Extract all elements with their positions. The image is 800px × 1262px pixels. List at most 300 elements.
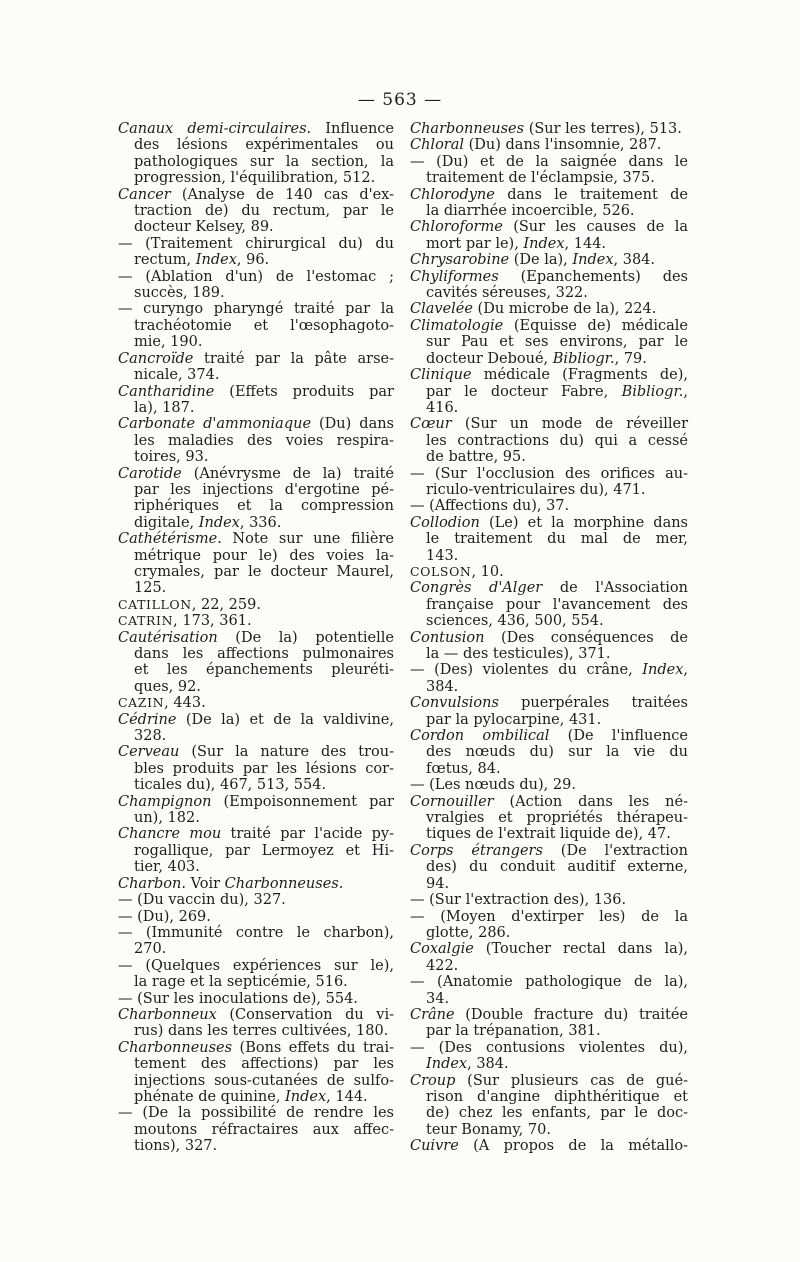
entry-line — [118, 1073, 394, 1089]
index-entry — [118, 925, 394, 958]
italic-text: Collodion — [410, 514, 480, 531]
index-entry — [118, 958, 394, 991]
italic-text: Canaux demi-circulaires. — [118, 121, 312, 137]
italic-text: Climatologie — [410, 317, 504, 334]
index-entry — [118, 892, 394, 908]
entry-text: 125. — [134, 580, 167, 597]
italic-text: Croup — [410, 1072, 456, 1089]
entry-text: , 384. — [613, 252, 656, 269]
entry-line — [410, 679, 688, 695]
entry-line — [118, 269, 394, 285]
entry-line — [118, 548, 394, 564]
entry-line — [118, 564, 394, 580]
entry-text: (De la), — [509, 252, 573, 269]
entry-line — [118, 613, 394, 629]
entry-text: (Analyse de 140 cas d'ex- — [170, 186, 394, 203]
index-entry — [118, 597, 394, 613]
entry-text: sciences, 436, 500, 554. — [426, 613, 604, 630]
entry-text: — (Du) et de la saignée dans le — [410, 153, 688, 170]
italic-text: Cerveau — [118, 744, 180, 761]
index-entry — [410, 564, 688, 580]
entry-line — [118, 236, 394, 252]
entry-line — [410, 269, 688, 285]
entry-line — [410, 1122, 688, 1138]
italic-text: Index — [198, 514, 240, 531]
index-entry — [410, 367, 688, 416]
italic-text: Chlorodyne — [410, 186, 495, 203]
entry-text: (Bons effets du trai- — [232, 1039, 394, 1056]
index-entry — [118, 794, 394, 827]
entry-line — [118, 154, 394, 170]
entry-text: , 10. — [471, 563, 504, 580]
italic-text: Corps étrangers — [410, 842, 543, 859]
index-entry — [410, 301, 688, 317]
entry-text: — (Sur l'extraction des), 136. — [410, 892, 627, 909]
italic-text: Index — [523, 235, 565, 252]
entry-text: — (Du vaccin du), 327. — [118, 892, 286, 909]
index-entry — [410, 498, 688, 514]
entry-line — [410, 203, 688, 219]
entry-line — [410, 515, 688, 531]
entry-text: (Conservation du vi- — [216, 1006, 394, 1023]
italic-text: Crâne — [410, 1006, 455, 1023]
entry-line — [118, 433, 394, 449]
italic-text: Cautérisation — [118, 629, 218, 646]
index-entry — [118, 416, 394, 465]
entry-line — [118, 695, 394, 711]
entry-line — [410, 564, 688, 580]
entry-text: les maladies des voies respira- — [134, 432, 394, 449]
entry-line — [118, 482, 394, 498]
entry-text: moutons réfractaires aux affec- — [134, 1121, 394, 1138]
entry-line — [118, 761, 394, 777]
entry-line — [410, 351, 688, 367]
entry-text: les contractions du) qui a cessé — [426, 432, 688, 449]
entry-text: dans le traitement de — [494, 186, 688, 203]
entry-text: le traitement du mal de mer, — [426, 531, 688, 548]
entry-text: (Sur un mode de réveiller — [451, 416, 688, 433]
entry-line — [410, 662, 688, 678]
entry-text: (De la) potentielle — [217, 629, 394, 646]
entry-text: française pour l'avancement des — [426, 596, 688, 613]
entry-text: 328. — [134, 728, 167, 745]
entry-text: des nœuds du) sur la vie du — [426, 744, 688, 761]
entry-text: par les injections d'ergotine pé- — [134, 481, 394, 498]
entry-line — [410, 285, 688, 301]
entry-text: un), 182. — [134, 810, 200, 827]
entry-line — [410, 892, 688, 908]
italic-text: Chloral — [410, 137, 465, 154]
entry-line — [118, 974, 394, 990]
entry-line — [118, 318, 394, 334]
entry-line — [118, 794, 394, 810]
index-entry — [410, 1073, 688, 1139]
author-name: CAZIN — [118, 695, 165, 711]
entry-line — [410, 597, 688, 613]
entry-text: mort par le), — [426, 235, 524, 252]
entry-text: teur Bonamy, 70. — [426, 1121, 551, 1138]
entry-text: tier, 403. — [134, 859, 200, 876]
entry-line — [410, 1073, 688, 1089]
entry-line — [410, 1023, 688, 1039]
entry-line — [118, 843, 394, 859]
index-entry — [410, 318, 688, 367]
entry-text: des lésions expérimentales ou — [134, 137, 394, 154]
entry-text: — (Des contusions violentes du), — [410, 1039, 688, 1056]
entry-text: (Effets produits par — [214, 383, 394, 400]
index-entry — [410, 1040, 688, 1073]
entry-line — [410, 1138, 688, 1154]
entry-text: 270. — [134, 941, 167, 958]
entry-text: (Sur la nature des trou- — [179, 744, 394, 761]
entry-line — [410, 466, 688, 482]
entry-text: la rage et la septicémie, 516. — [134, 974, 348, 991]
italic-text: Coxalgie — [410, 941, 474, 958]
entry-text: (Du microbe de la), 224. — [472, 301, 657, 318]
entry-line — [410, 384, 688, 400]
entry-line — [118, 580, 394, 596]
entry-text: , — [683, 662, 688, 679]
entry-line — [410, 531, 688, 547]
entry-text: rus) dans les terres cultivées, 180. — [134, 1023, 389, 1040]
index-entry — [118, 1105, 394, 1154]
entry-text: puerpérales traitées — [498, 695, 688, 712]
index-entry — [410, 1138, 688, 1154]
entry-text: — (Sur l'occlusion des orifices au- — [410, 465, 688, 482]
entry-line — [118, 1122, 394, 1138]
author-name: CATILLON — [118, 596, 192, 612]
entry-text: mie, 190. — [134, 334, 203, 351]
entry-line — [118, 630, 394, 646]
entry-line — [410, 761, 688, 777]
index-entry — [410, 630, 688, 663]
entry-line — [118, 712, 394, 728]
entry-line — [118, 416, 394, 432]
italic-text: Cornouiller — [410, 793, 494, 810]
entry-line — [118, 662, 394, 678]
entry-text: 416. — [426, 399, 459, 416]
index-entry — [410, 137, 688, 153]
right-column — [410, 121, 688, 1155]
entry-text: — (Traitement chirurgical du) du — [118, 235, 394, 252]
entry-text: de l'Association — [542, 580, 688, 597]
index-entry — [118, 695, 394, 711]
entry-text: rectum, — [134, 252, 196, 269]
index-entry — [410, 580, 688, 629]
entry-line — [410, 498, 688, 514]
italic-text: Cuivre — [410, 1138, 459, 1155]
entry-text: (Du) dans l'insomnie, 287. — [464, 137, 662, 154]
entry-text: — (Des) violentes du crâne, — [410, 662, 643, 679]
entry-line — [118, 203, 394, 219]
index-entry — [410, 219, 688, 252]
entry-line — [410, 974, 688, 990]
index-entry — [118, 351, 394, 384]
entry-text: — (Affections du), 37. — [410, 498, 570, 515]
entry-line — [410, 301, 688, 317]
index-entry — [118, 236, 394, 269]
entry-line — [410, 777, 688, 793]
entry-line — [118, 777, 394, 793]
italic-text: Cordon ombilical — [410, 728, 550, 745]
index-entry — [118, 1007, 394, 1040]
entry-text: médicale (Fragments de), — [471, 367, 688, 384]
entry-text: bles produits par les lésions cor- — [134, 760, 394, 777]
entry-text: tions), 327. — [134, 1138, 218, 1155]
entry-line — [410, 630, 688, 646]
entry-text: progression, l'équilibration, 512. — [134, 170, 376, 187]
index-entry — [118, 876, 394, 892]
italic-text: Index — [572, 252, 614, 269]
entry-text: , — [683, 383, 688, 400]
index-entry — [410, 941, 688, 974]
entry-text: , 336. — [239, 514, 282, 531]
entry-line — [410, 236, 688, 252]
index-entry — [410, 121, 688, 137]
entry-text: dans les affections pulmonaires — [134, 646, 394, 662]
entry-line — [118, 400, 394, 416]
entry-line — [410, 843, 688, 859]
entry-text: métrique pour le) des voies la- — [134, 547, 394, 564]
italic-text: Charbon. — [118, 875, 186, 892]
entry-line — [410, 744, 688, 760]
entry-line — [410, 548, 688, 564]
entry-line — [118, 1089, 394, 1105]
entry-text: crymales, par le docteur Maurel, — [134, 563, 394, 580]
index-entry — [118, 384, 394, 417]
entry-text: (Du) dans — [311, 416, 394, 433]
entry-line — [410, 794, 688, 810]
entry-text: et les épanchements pleuréti- — [134, 662, 394, 679]
entry-text: , 443. — [164, 695, 206, 712]
entry-text: Influence — [311, 121, 394, 137]
italic-text: Chyliformes — [410, 268, 499, 285]
index-entry — [118, 991, 394, 1007]
entry-text: par la pylocarpine, 431. — [426, 711, 602, 728]
index-entry — [118, 909, 394, 925]
italic-text: Contusion — [410, 629, 485, 646]
index-entry — [410, 466, 688, 499]
entry-line — [410, 728, 688, 744]
entry-text: tement des affections) par les — [134, 1056, 394, 1073]
index-entry — [118, 466, 394, 532]
index-entry — [410, 695, 688, 728]
entry-line — [410, 252, 688, 268]
entry-line — [410, 400, 688, 416]
index-entry — [410, 154, 688, 187]
italic-text: Cédrine — [118, 711, 177, 728]
entry-text: , 96. — [236, 252, 270, 269]
entry-line — [410, 810, 688, 826]
entry-text: (Sur plusieurs cas de gué- — [455, 1072, 688, 1089]
entry-text: , 384. — [467, 1056, 509, 1073]
index-entry — [118, 712, 394, 745]
entry-line — [118, 991, 394, 1007]
entry-text: 422. — [426, 957, 459, 974]
entry-text: , 22, 259. — [191, 596, 261, 613]
entry-line — [410, 1040, 688, 1056]
italic-text: Index — [285, 1088, 327, 1105]
entry-line — [118, 301, 394, 317]
entry-text: (Sur les terres), 513. — [524, 121, 682, 137]
entry-line — [410, 646, 688, 662]
entry-line — [118, 1138, 394, 1154]
italic-text: Congrès d'Alger — [410, 580, 543, 597]
index-entry — [410, 843, 688, 892]
left-column — [118, 121, 394, 1155]
index-entry — [410, 662, 688, 695]
index-entry — [410, 728, 688, 777]
index-entry — [410, 187, 688, 220]
entry-text: — (Anatomie pathologique de la), — [410, 974, 688, 991]
entry-text: , 79. — [614, 350, 647, 367]
entry-text: 143. — [426, 547, 459, 564]
entry-line — [410, 137, 688, 153]
index-entry — [118, 269, 394, 302]
entry-line — [118, 859, 394, 875]
entry-text: la), 187. — [134, 399, 195, 416]
italic-text: Charbonneux — [118, 1006, 217, 1023]
entry-text: (Toucher rectal dans la), — [473, 941, 688, 958]
index-entry — [118, 613, 394, 629]
entry-line — [410, 909, 688, 925]
entry-line — [118, 646, 394, 662]
italic-text: Bibliogr. — [621, 383, 684, 400]
entry-line — [118, 219, 394, 235]
entry-text: sur Pau et ses environs, par le — [426, 334, 688, 351]
index-entry — [118, 826, 394, 875]
entry-text: des) du conduit auditif externe, — [426, 859, 688, 876]
italic-text: Cathétérisme. — [118, 531, 222, 548]
entry-text: docteur Deboué, — [426, 350, 553, 367]
entry-text: rison d'angine diphthéritique et — [426, 1088, 688, 1105]
entry-text: — (Immunité contre le charbon), — [118, 924, 394, 941]
entry-text: injections sous-cutanées de sulfo- — [134, 1072, 394, 1089]
entry-line — [118, 384, 394, 400]
entry-text: riphériques et la compression — [134, 498, 394, 515]
index-entry — [410, 794, 688, 843]
entry-line — [410, 876, 688, 892]
italic-text: Index — [426, 1056, 468, 1073]
italic-text: Cantharidine — [118, 383, 215, 400]
italic-text: Clinique — [410, 367, 472, 384]
entry-text: pathologiques sur la section, la — [134, 153, 394, 170]
entry-line — [410, 170, 688, 186]
index-entry — [118, 744, 394, 793]
entry-line — [118, 728, 394, 744]
entry-line — [118, 252, 394, 268]
entry-line — [118, 958, 394, 974]
entry-text: (Epanchements) des — [498, 268, 688, 285]
entry-text: (Sur les causes de la — [502, 219, 688, 236]
italic-text: Charbonneuses — [118, 1039, 233, 1056]
entry-text: par la trépanation, 381. — [426, 1023, 601, 1040]
entry-text: — curyngo pharyngé traité par la — [118, 301, 394, 318]
italic-text: Index — [642, 662, 684, 679]
italic-text: Cancer — [118, 186, 171, 203]
entry-line — [118, 1040, 394, 1056]
entry-text: Note sur une filière — [221, 531, 394, 548]
entry-text: (De l'extraction — [542, 842, 688, 859]
index-entry — [410, 515, 688, 564]
author-name: COLSON — [410, 563, 472, 579]
entry-text: traction de) du rectum, par le — [134, 203, 394, 220]
index-entry — [118, 1040, 394, 1106]
entry-text: traité par l'acide py- — [221, 826, 394, 843]
entry-line — [410, 695, 688, 711]
entry-line — [118, 170, 394, 186]
entry-text: 384. — [426, 678, 459, 695]
italic-text: Cœur — [410, 416, 452, 433]
entry-line — [410, 991, 688, 1007]
index-entry — [118, 187, 394, 236]
entry-line — [410, 580, 688, 596]
entry-line — [118, 121, 394, 137]
italic-text: Chloroforme — [410, 219, 503, 236]
index-entry — [118, 121, 394, 187]
entry-text: fœtus, 84. — [426, 760, 501, 777]
entry-text: (Des conséquences de — [484, 629, 688, 646]
index-entry — [410, 252, 688, 268]
entry-line — [118, 351, 394, 367]
italic-text: Charbonneuses — [410, 121, 525, 137]
italic-text: Chancre mou — [118, 826, 222, 843]
entry-text: (De la) et de la valdivine, — [176, 711, 394, 728]
entry-line — [410, 154, 688, 170]
italic-text: Chrysarobine — [410, 252, 510, 269]
entry-text: rogallique, par Lermoyez et Hi- — [134, 842, 394, 859]
entry-text: (Double fracture du) traitée — [454, 1006, 688, 1023]
entry-text: digitale, — [134, 514, 199, 531]
entry-text: — (Quelques expériences sur le), — [118, 957, 394, 974]
entry-line — [410, 482, 688, 498]
entry-text: — (De la possibilité de rendre les — [118, 1105, 394, 1122]
entry-text: — (Sur les inoculations de), 554. — [118, 990, 358, 1007]
entry-text: (Action dans les né- — [493, 793, 688, 810]
entry-text: (A propos de la métallo- — [458, 1138, 688, 1155]
entry-text: phénate de quinine, — [134, 1088, 286, 1105]
entry-line — [118, 941, 394, 957]
entry-line — [118, 909, 394, 925]
index-entry — [410, 777, 688, 793]
entry-text: succès, 189. — [134, 285, 225, 302]
entry-text: vralgies et propriétés thérapeu- — [426, 810, 688, 827]
italic-text: Carbonate d'ammoniaque — [118, 416, 312, 433]
entry-text: par le docteur Fabre, — [426, 383, 622, 400]
entry-line — [410, 219, 688, 235]
entry-line — [118, 515, 394, 531]
entry-line — [410, 416, 688, 432]
entry-text: , 173, 361. — [173, 613, 252, 630]
italic-text: Index — [195, 252, 237, 269]
entry-line — [118, 1023, 394, 1039]
entry-line — [410, 1105, 688, 1121]
entry-line — [410, 925, 688, 941]
entry-line — [118, 334, 394, 350]
entry-line — [410, 712, 688, 728]
entry-line — [410, 613, 688, 629]
entry-text: la — des testicules), 371. — [426, 646, 611, 662]
entry-text: — (Ablation d'un) de l'estomac ; — [118, 268, 394, 285]
index-entry — [410, 269, 688, 302]
entry-line — [410, 826, 688, 842]
entry-text: , 144. — [326, 1088, 368, 1105]
index-entry — [118, 630, 394, 696]
entry-text: riculo-ventriculaires du), 471. — [426, 481, 646, 498]
italic-text: Carotide — [118, 465, 182, 482]
entry-line — [118, 498, 394, 514]
entry-line — [410, 1007, 688, 1023]
